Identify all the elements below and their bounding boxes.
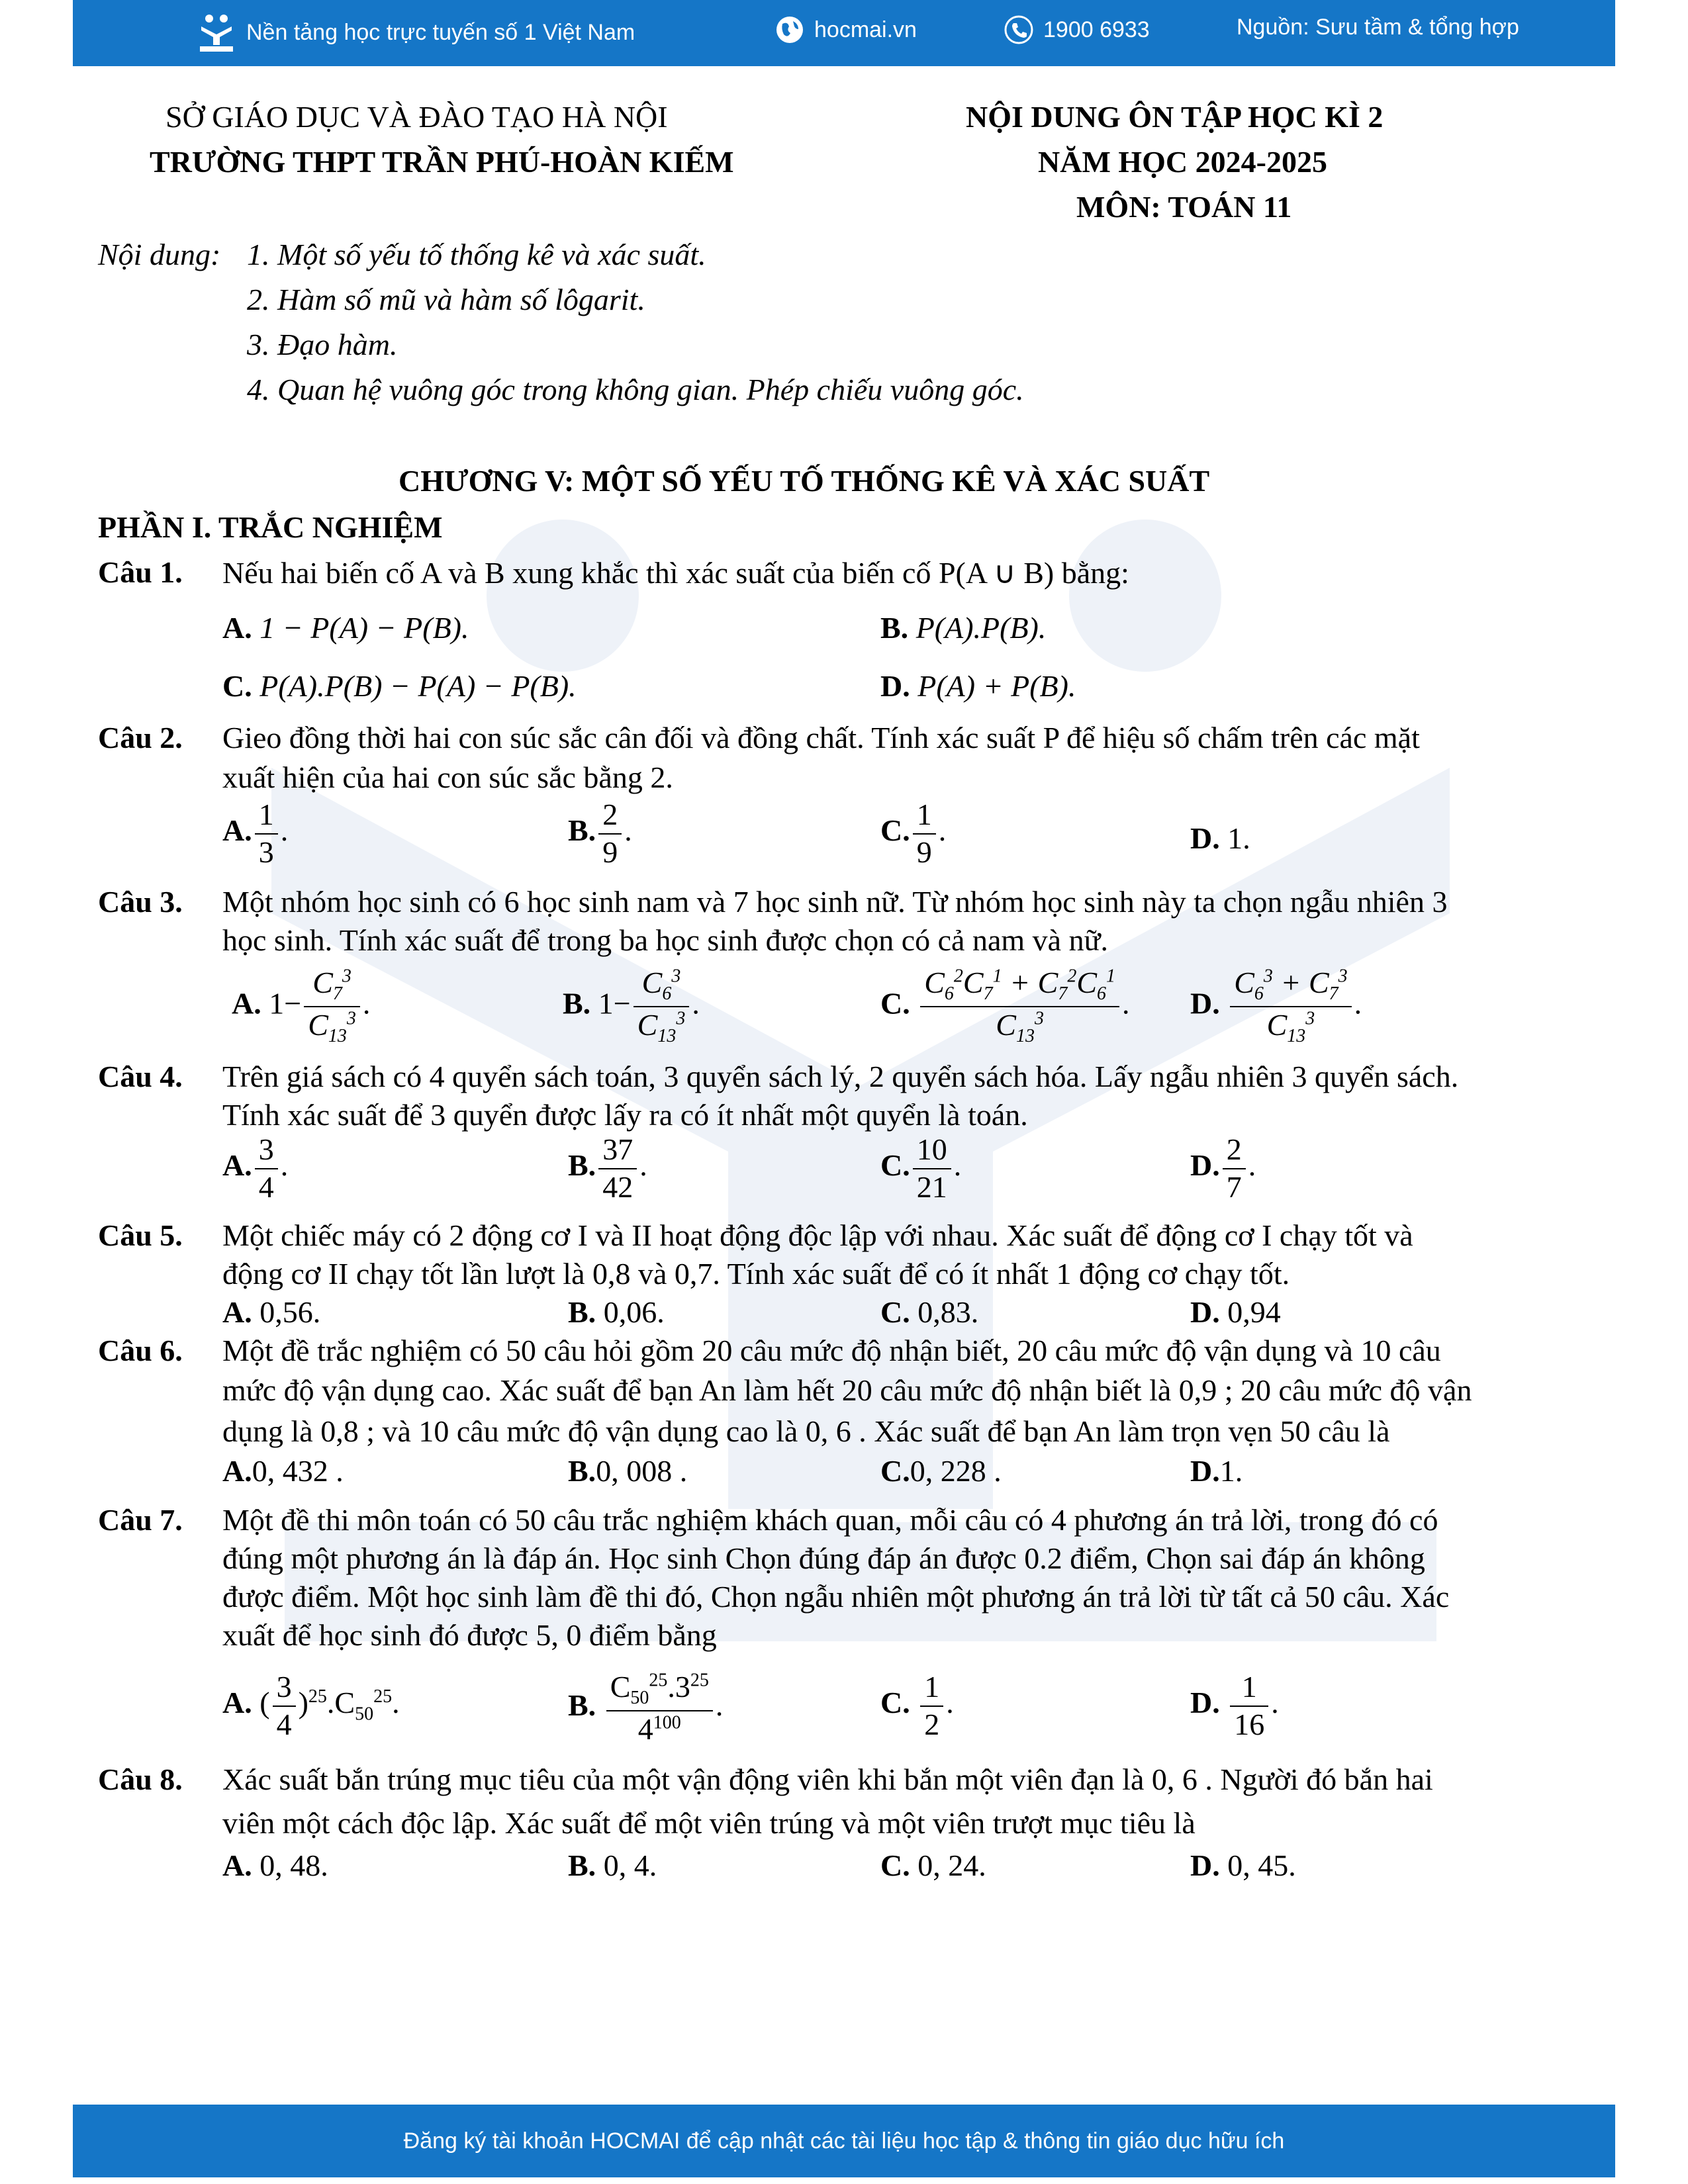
fraction: [1223, 1133, 1246, 1204]
option-label: D.: [880, 669, 910, 703]
school-year: NĂM HỌC 2024-2025: [1038, 145, 1327, 179]
option-value: 0,94: [1227, 1295, 1281, 1329]
option-value: 0, 48.: [259, 1848, 328, 1882]
option-b[interactable]: [568, 1453, 687, 1488]
option-c[interactable]: C. $\frac{10}{21}$ .: [880, 1132, 962, 1204]
option-label: D.: [1190, 986, 1220, 1021]
option-label: A.: [222, 1295, 252, 1329]
option-value: 1.: [1219, 1454, 1243, 1488]
numerator: $C_{50}^{25}.3^{25}$: [606, 1670, 713, 1711]
contents-item-1: 1. Một số yếu tố thống kê và xác suất.: [247, 238, 706, 271]
option-a[interactable]: [222, 1848, 328, 1883]
denominator: 9: [916, 835, 932, 869]
option-d[interactable]: [1190, 1453, 1243, 1488]
option-label: C.: [880, 1848, 910, 1882]
question-label: Câu 8.: [98, 1762, 183, 1796]
option-c[interactable]: [222, 668, 577, 704]
option-a[interactable]: A. 1− $\frac{C_7^3}{C_{13}^3}$ .: [232, 966, 371, 1047]
question-text: dụng là 0,8 ; và 10 câu mức độ vận dụng cao là 0, 6 . Xác suất để bạn An làm trọn vẹn 50 câu là: [222, 1414, 1390, 1448]
fraction: [273, 1670, 296, 1741]
option-a[interactable]: [222, 1295, 320, 1330]
slogan-text: Nền tảng học trực tuyến số 1 Việt Nam: [246, 19, 635, 45]
part-title: PHẦN I. TRẮC NGHIỆM: [98, 510, 443, 544]
option-c[interactable]: [880, 1453, 1002, 1488]
option-d[interactable]: D. $\frac{1}{16}$ .: [1190, 1670, 1279, 1741]
question-text: Tính xác suất để 3 quyển được lấy ra có ít nhất một quyển là toán.: [222, 1098, 1028, 1132]
denominator: $4^{100}$: [637, 1711, 681, 1746]
option-value: 0,06.: [603, 1295, 665, 1329]
question-text: học sinh. Tính xác suất để trong ba học sinh được chọn có cả nam và nữ.: [222, 923, 1108, 957]
fraction: [633, 966, 690, 1047]
fraction: [1230, 1670, 1268, 1741]
numerator: $C_6^3 + C_7^3$: [1230, 966, 1351, 1007]
option-label: D.: [1190, 1148, 1220, 1183]
denominator: $C_{13}^3$: [1266, 1007, 1315, 1047]
option-a[interactable]: A. $\frac{1}{3}$ .: [222, 797, 289, 869]
chapter-title: CHƯƠNG V: MỘT SỐ YẾU TỐ THỐNG KÊ VÀ XÁC SUẤT: [399, 464, 1210, 498]
option-label: D.: [1190, 1454, 1220, 1488]
option-a[interactable]: [222, 610, 469, 645]
denominator: $C_{13}^3$: [996, 1007, 1044, 1047]
denominator: 21: [916, 1169, 947, 1204]
option-value: 0, 432 .: [252, 1454, 344, 1488]
question-text: được điểm. Một học sinh làm đề thi đó, Chọn ngẫu nhiên một phương án trả lời từ tất cả 50 câu. Xác: [222, 1580, 1450, 1614]
option-label: B.: [563, 986, 591, 1021]
option-value: P(A) + P(B).: [917, 669, 1076, 703]
question-text: Một chiếc máy có 2 động cơ I và II hoạt động độc lập với nhau. Xác suất để động cơ I chạy tốt và: [222, 1218, 1413, 1252]
denominator: 3: [258, 835, 274, 869]
option-d[interactable]: [1190, 1848, 1296, 1883]
numerator: $C_7^3$: [304, 966, 360, 1007]
fraction: [920, 966, 1119, 1047]
question-text: Một đề thi môn toán có 50 câu trắc nghiệm khách quan, mỗi câu có 4 phương án trả lời, trong đó có: [222, 1503, 1438, 1537]
contents-item-3: 3. Đạo hàm.: [247, 328, 398, 361]
question-label: Câu 5.: [98, 1218, 183, 1252]
option-c[interactable]: [880, 1848, 986, 1883]
numerator: $C_6^3$: [633, 966, 690, 1007]
numerator: 2: [1223, 1133, 1246, 1169]
doc-title: NỘI DUNG ÔN TẬP HỌC KÌ 2: [966, 100, 1383, 134]
option-label: D.: [1190, 1848, 1220, 1882]
question-text: mức độ vận dụng cao. Xác suất để bạn An làm hết 20 câu mức độ nhận biết là 0,9 ; 20 câu mức độ vận: [222, 1373, 1472, 1407]
subject: MÔN: TOÁN 11: [1076, 190, 1292, 224]
option-label: A.: [222, 1148, 252, 1183]
numerator: 3: [273, 1670, 296, 1707]
contents-item-2: 2. Hàm số mũ và hàm số lôgarit.: [247, 283, 645, 316]
option-label: C.: [880, 1686, 910, 1720]
numerator: 3: [255, 1133, 278, 1169]
numerator: 37: [598, 1133, 637, 1169]
option-d[interactable]: [880, 668, 1076, 704]
denominator: 16: [1234, 1707, 1265, 1741]
question-text: động cơ II chạy tốt lần lượt là 0,8 và 0,7. Tính xác suất để có ít nhất 1 động cơ chạy tốt.: [222, 1257, 1290, 1291]
option-value: 0, 24.: [917, 1848, 986, 1882]
question-text: Nếu hai biến cố A và B xung khắc thì xác suất của biến cố P(A ∪ B) bằng:: [222, 556, 1129, 590]
school-name: TRƯỜNG THPT TRẦN PHÚ-HOÀN KIẾM: [150, 145, 734, 179]
option-value: 0,56.: [259, 1295, 321, 1329]
website-link[interactable]: hocmai.vn: [814, 17, 917, 42]
option-label: C.: [880, 1295, 910, 1329]
phone-number[interactable]: 1900 6933: [1043, 17, 1150, 42]
dept-name: SỞ GIÁO DỤC VÀ ĐÀO TẠO HÀ NỘI: [165, 100, 668, 134]
option-label: B.: [568, 813, 596, 848]
option-label: A.: [222, 611, 252, 645]
option-value: 0,83.: [917, 1295, 979, 1329]
denominator: 9: [602, 835, 618, 869]
fraction: [606, 1670, 713, 1747]
option-label: B.: [880, 611, 909, 645]
numerator: 1: [255, 798, 278, 835]
numerator: 1: [913, 798, 936, 835]
option-label: A.: [232, 986, 261, 1021]
option-label: D.: [1190, 821, 1220, 855]
option-c[interactable]: C. $\frac{1}{9}$ .: [880, 797, 947, 869]
fraction: [920, 1670, 943, 1741]
fraction: [913, 798, 936, 869]
question-label: Câu 3.: [98, 885, 183, 919]
option-label: D.: [1190, 1295, 1220, 1329]
denominator: 2: [924, 1707, 940, 1741]
option-label: B.: [568, 1688, 596, 1722]
option-b[interactable]: [568, 1848, 657, 1883]
question-text: Một đề trắc nghiệm có 50 câu hỏi gồm 20 câu mức độ nhận biết, 20 câu mức độ vận dụng và 10 câu: [222, 1334, 1441, 1367]
question-label: Câu 6.: [98, 1334, 183, 1367]
denominator: $C_{13}^3$: [637, 1007, 686, 1047]
option-label: C.: [222, 669, 252, 703]
option-label: A.: [222, 813, 252, 848]
numerator: 10: [913, 1133, 951, 1169]
option-d[interactable]: [1190, 821, 1250, 856]
option-label: C.: [880, 986, 910, 1021]
option-label: C.: [880, 1454, 910, 1488]
option-value: 0, 4.: [603, 1848, 657, 1882]
option-a[interactable]: [222, 1453, 344, 1488]
fraction: [255, 798, 278, 869]
question-text: Xác suất bắn trúng mục tiêu của một vận động viên khi bắn một viên đạn là 0, 6 . Người đó bắn hai: [222, 1762, 1433, 1796]
denominator: 42: [602, 1169, 633, 1204]
option-b[interactable]: [880, 610, 1046, 645]
contents-item-4: 4. Quan hệ vuông góc trong không gian. Phép chiếu vuông góc.: [247, 373, 1024, 406]
option-value: P(A).P(B) − P(A) − P(B).: [259, 669, 577, 703]
question-label: Câu 2.: [98, 721, 183, 754]
fraction: [598, 798, 622, 869]
denominator: $C_{13}^3$: [308, 1007, 356, 1047]
option-label: A.: [222, 1848, 252, 1882]
fraction: [304, 966, 360, 1047]
denominator: 7: [1226, 1169, 1242, 1204]
option-label: B.: [568, 1848, 596, 1882]
option-label: A.: [222, 1686, 252, 1720]
option-value: 1.: [1227, 821, 1250, 855]
option-b[interactable]: B. 1− $\frac{C_6^3}{C_{13}^3}$ .: [563, 966, 700, 1047]
numerator: 2: [598, 798, 622, 835]
question-label: Câu 1.: [98, 555, 183, 589]
question-text: xuất để học sinh đó được 5, 0 điểm bằng: [222, 1618, 717, 1652]
question-label: Câu 4.: [98, 1060, 183, 1093]
option-d[interactable]: [1190, 1295, 1281, 1330]
fraction: [1230, 966, 1351, 1047]
contents-label: Nội dung:: [98, 238, 221, 271]
question-text: Một nhóm học sinh có 6 học sinh nam và 7 học sinh nữ. Từ nhóm học sinh này ta chọn ngẫu nhiên 3: [222, 885, 1448, 919]
option-label: C.: [880, 1148, 910, 1183]
question-text: đúng một phương án là đáp án. Học sinh Chọn đúng đáp án được 0.2 điểm, Chọn sai đáp án không: [222, 1541, 1425, 1575]
option-value: P(A).P(B).: [915, 611, 1047, 645]
option-a[interactable]: A. $\frac{3}{4}$ .: [222, 1132, 289, 1204]
option-label: B.: [568, 1454, 596, 1488]
option-value: 1 − P(A) − P(B).: [259, 611, 469, 645]
option-c[interactable]: [880, 1295, 978, 1330]
fraction: [255, 1133, 278, 1204]
question-text: xuất hiện của hai con súc sắc bằng 2.: [222, 760, 673, 794]
numerator: 1: [1230, 1670, 1268, 1707]
option-b[interactable]: [568, 1295, 665, 1330]
footer-text[interactable]: Đăng ký tài khoản HOCMAI để cập nhật các tài liệu học tập & thông tin giáo dục hữu ích: [403, 2128, 1285, 2154]
denominator: 4: [258, 1169, 274, 1204]
option-value: 0, 008 .: [596, 1454, 688, 1488]
option-label: C.: [880, 813, 910, 848]
source-text: Nguồn: Sưu tầm & tổng hợp: [1237, 15, 1519, 40]
option-value: 0, 228 .: [910, 1454, 1002, 1488]
option-b[interactable]: B. $\frac{C_{50}^{25}.3^{25}}{4^{100}}$ .: [568, 1670, 724, 1746]
question-text: viên một cách độc lập. Xác suất để một viên trúng và một viên trượt mục tiêu là: [222, 1806, 1196, 1840]
option-label: A.: [222, 1454, 252, 1488]
fraction: [913, 1133, 951, 1204]
option-label: D.: [1190, 1686, 1220, 1720]
option-b[interactable]: B. $\frac{37}{42}$ .: [568, 1132, 647, 1204]
question-text: Trên giá sách có 4 quyển sách toán, 3 quyển sách lý, 2 quyển sách hóa. Lấy ngẫu nhiên 3 quyển sách.: [222, 1060, 1459, 1093]
option-a[interactable]: A. ( $\frac{3}{4}$ )$^{25}.C_{50}^{25}$.: [222, 1670, 400, 1741]
option-label: B.: [568, 1295, 596, 1329]
option-value: 0, 45.: [1227, 1848, 1296, 1882]
option-d[interactable]: D. $\frac{C_6^3 + C_7^3}{C_{13}^3}$ .: [1190, 966, 1362, 1047]
question-label: Câu 7.: [98, 1503, 183, 1537]
fraction: [598, 1133, 637, 1204]
option-d[interactable]: D. $\frac{2}{7}$ .: [1190, 1132, 1256, 1204]
option-b[interactable]: B. $\frac{2}{9}$ .: [568, 797, 632, 869]
option-c[interactable]: C. $\frac{C_6^2C_7^1 + C_7^2C_6^1}{C_{13}^3}$ .: [880, 966, 1130, 1047]
numerator: $C_6^2C_7^1 + C_7^2C_6^1$: [920, 966, 1119, 1007]
option-c[interactable]: C. $\frac{1}{2}$ .: [880, 1670, 954, 1741]
option-label: B.: [568, 1148, 596, 1183]
numerator: 1: [920, 1670, 943, 1707]
question-text: Gieo đồng thời hai con súc sắc cân đối và đồng chất. Tính xác suất P để hiệu số chấm trên các mặt: [222, 721, 1420, 754]
denominator: 4: [276, 1707, 292, 1741]
